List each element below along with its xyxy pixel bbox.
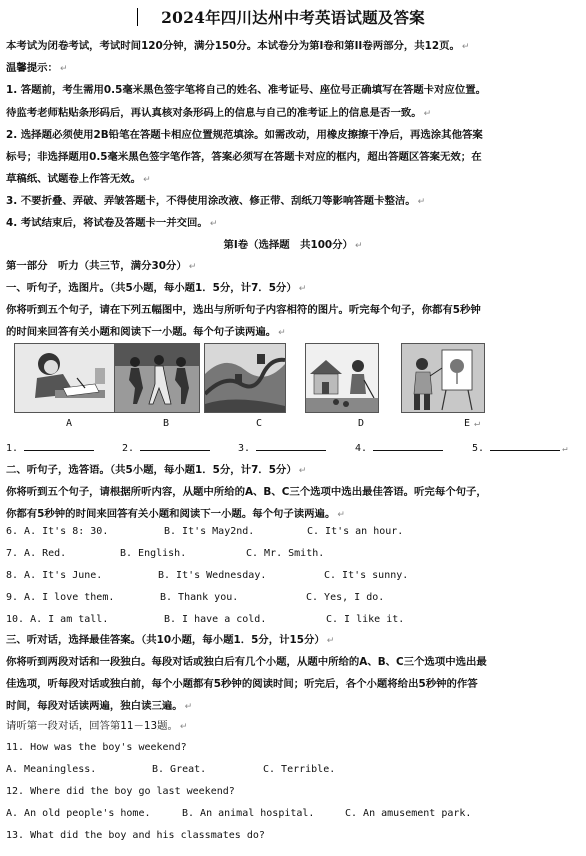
q11-option-c: C. Terrible. — [263, 764, 336, 775]
runners-illustration — [115, 344, 199, 412]
q12-option-a: A. An old people's home. — [6, 808, 151, 819]
section3-desc-cont: 佳选项，听每段对话或独白前，每个小题都有5秒钟的阅读时间；听完后，各个小题将给出5秒钟的作答 — [6, 678, 478, 690]
q6-option-b: B. It's May2nd. — [164, 526, 255, 537]
answer-blank-4[interactable]: 4. — [355, 441, 443, 454]
q11-question: 11. How was the boy's weekend? — [6, 742, 187, 753]
q9-option-c: C. Yes, I do. — [306, 592, 385, 603]
answer-blank-2[interactable]: 2. — [122, 441, 210, 454]
q8-option-a: 8. A. It's June. — [6, 570, 103, 581]
section1-title: 一、听句子，选图片。（共5小题，每小题1．5分，计7．5分） ↵ — [6, 282, 307, 294]
answer-blank-1[interactable]: 1. — [6, 441, 94, 454]
q8-option-b: B. It's Wednesday. — [158, 570, 267, 581]
answer-blank-5[interactable]: 5. ↵ — [472, 443, 568, 454]
tip-1-cont: 待监考老师粘贴条形码后，再认真核对条形码上的信息与自己的准考证上的信息是否一致。 ↵ — [6, 107, 432, 119]
q9-option-b: B. Thank you. — [160, 592, 239, 603]
section3-title: 三、听对话，选择最佳答案。（共10小题，每小题1．5分，计15分） ↵ — [6, 634, 335, 646]
dialogue1-instruction: 请听第一段对话，回答第11－13题。 ↵ — [6, 720, 188, 732]
q12-option-c: C. An amusement park. — [345, 808, 472, 819]
part1-title: 第一部分 听力（共三节，满分30分） ↵ — [6, 260, 197, 272]
picture-d — [305, 343, 379, 413]
q10-option-a: 10. A. I am tall. — [6, 614, 109, 625]
picture-b — [114, 343, 200, 413]
picture-label-a: A — [66, 418, 73, 429]
q11-option-b: B. Great. — [152, 764, 207, 775]
section2-title: 二、听句子，选答语。（共5小题，每小题1．5分，计7．5分） ↵ — [6, 464, 307, 476]
picture-label-d: D — [358, 418, 365, 429]
q7-option-c: C. Mr. Smith. — [246, 548, 325, 559]
tip-4: 4. 考试结束后，将试卷及答题卡一并交回。 ↵ — [6, 217, 218, 229]
picture-c — [204, 343, 286, 413]
section2-desc: 你将听到五个句子，请根据所听内容，从题中所给的A、B、C三个选项中选出最佳答语。听完每个句子， — [6, 486, 487, 498]
intro-line: 本考试为闭卷考试，考试时间120分钟，满分150分。本试卷分为第I卷和第II卷两部分，共12页。 ↵ — [6, 40, 470, 52]
girl-writing-illustration — [15, 344, 115, 412]
q8-option-c: C. It's sunny. — [324, 570, 409, 581]
section3-desc: 你将听到两段对话和一段独白。每段对话或独白后有几个小题，从题中所给的A、B、C三个选项中选出最 — [6, 656, 487, 668]
section2-desc-cont: 你都有5秒钟的时间来回答有关小题和阅读下一小题。每个句子读两遍。 ↵ — [6, 508, 345, 520]
q10-option-c: C. I like it. — [326, 614, 405, 625]
section1-desc-cont: 的时间来回答有关小题和阅读下一小题。每个句子读两遍。 ↵ — [6, 326, 286, 338]
q10-option-b: B. I have a cold. — [164, 614, 267, 625]
q11-option-a: A. Meaningless. — [6, 764, 97, 775]
q12-question: 12. Where did the boy go last weekend? — [6, 786, 235, 797]
document-page: 2024年四川达州中考英语试题及答案 本考试为闭卷考试，考试时间120分钟，满分150分。本试卷分为第I卷和第II卷两部分，共12页。 ↵ 温馨提示： ↵ 1. 答题前，考生需用0.5毫米黑色签字笔将自己的姓名、准考证号、座位号正确填写在答题卡对应位置。 待监考老师粘贴条形码后，再认真核对条形码上的信息与自己的准考证上的信息是否一致。 ↵ 2. 选择题必须使用2B铅笔在答题卡相应位置规范填涂。如需改动，用橡皮擦擦干净后，再选涂其他答案 标号；非选择题用0.5毫米黑色签字笔作答，答案必须写在答题卡对应的框内，超出答题区答案无效；在 草稿纸、试题卷上作答无效。 ↵ 3. 不要折叠、弄破、弄皱答题卡，不得使用涂改液、修正带、刮纸刀等影响答题卡整洁。 ↵ 4. 考试结束后，将试卷及答题卡一并交回。 ↵ 第I卷（选择题 共100分） ↵ 第一部分 听力（共三节，满分30分） ↵ 一、听句子，选图片。（共5小题，每小题1．5分，计7．5分） ↵ 你将听到五个句子，请在下列五幅图中，选出与所听句子内容相符的图片。听完每个句子，你都有5秒钟 的时间来回答有关小题和阅读下一小题。每个句子读两遍。 ↵ A B C D E ↵ 1. 2. 3. 4. 5. ↵ 二、听句子，选答语。（共5小题，每小题1．5分，计7．5分） ↵ 你将听到五个句子，请根据所听内容，从题中所给的A、B、C三个选项中选出最佳答语。听完每个句子， 你都有5秒钟的时间来回答有关小题和阅读下一小题。每个句子读两遍。 ↵ 6. A. It's 8: 30. B. It's May2nd. C. It's an hour. 7. A. Red. B. English. C. Mr. Smith. 8. A. It's June. B. It's Wednesday. C. It's sunny. 9. A. I love them. B. Thank you. C. Yes, I do. 10. A. I am tall. B. I have a cold. C. I like it. 三、听对话，选择最佳答案。（共10小题，每小题1．5分，计15分） ↵ 你将听到两段对话和一段独白。每段对话或独白后有几个小题，从题中所给的A、B、C三个选项中选出最 佳选项，听每段对话或独白前，每个小题都有5秒钟的阅读时间；听完后，各个小题将给出5秒钟的作答 时间，每段对话读两遍，独白读三遍。 ↵ 请听第一段对话，回答第11－13题。 ↵ 11. How was the boy's weekend? A. Meaningless. B. Great. C. Terrible. 12. Where did the boy go last weekend? A. An old people's home. B. An animal hospital. C. An amusement park. 13. What did the boy and his classmates do? — [0, 0, 586, 856]
page-title: 2024年四川达州中考英语试题及答案 — [161, 8, 425, 27]
picture-label-b: B — [163, 418, 170, 429]
q9-option-a: 9. A. I love them. — [6, 592, 115, 603]
tips-label: 温馨提示： ↵ — [6, 62, 68, 74]
tip-2: 2. 选择题必须使用2B铅笔在答题卡相应位置规范填涂。如需改动，用橡皮擦擦干净后，再选涂其他答案 — [6, 129, 483, 141]
section3-desc-cont2: 时间，每段对话读两遍，独白读三遍。 ↵ — [6, 700, 193, 712]
picture-label-c: C — [256, 418, 263, 429]
section1-desc: 你将听到五个句子，请在下列五幅图中，选出与所听句子内容相符的图片。听完每个句子，你都有5秒钟 — [6, 304, 481, 316]
tip-1: 1. 答题前，考生需用0.5毫米黑色签字笔将自己的姓名、准考证号、座位号正确填写在答题卡对应位置。 — [6, 84, 486, 96]
picture-e — [401, 343, 485, 413]
tip-2-cont: 标号；非选择题用0.5毫米黑色签字笔作答，答案必须写在答题卡对应的框内，超出答题区答案无效；在 — [6, 151, 482, 163]
q12-option-b: B. An animal hospital. — [182, 808, 315, 819]
picture-label-e: E — [464, 418, 471, 429]
volume-title: 第I卷（选择题 共100分） ↵ — [223, 239, 363, 251]
q13-question: 13. What did the boy and his classmates do? — [6, 830, 265, 841]
tip-2-cont2: 草稿纸、试题卷上作答无效。 ↵ — [6, 173, 151, 185]
tip-3: 3. 不要折叠、弄破、弄皱答题卡，不得使用涂改液、修正带、刮纸刀等影响答题卡整洁。 ↵ — [6, 195, 426, 207]
q7-option-b: B. English. — [120, 548, 187, 559]
painting-illustration — [402, 344, 484, 412]
gardening-illustration — [306, 344, 378, 412]
q7-option-a: 7. A. Red. — [6, 548, 67, 559]
q6-option-a: 6. A. It's 8: 30. — [6, 526, 109, 537]
answer-blank-3[interactable]: 3. — [238, 441, 326, 454]
q6-option-c: C. It's an hour. — [307, 526, 404, 537]
great-wall-illustration — [205, 344, 285, 412]
picture-a — [14, 343, 116, 413]
